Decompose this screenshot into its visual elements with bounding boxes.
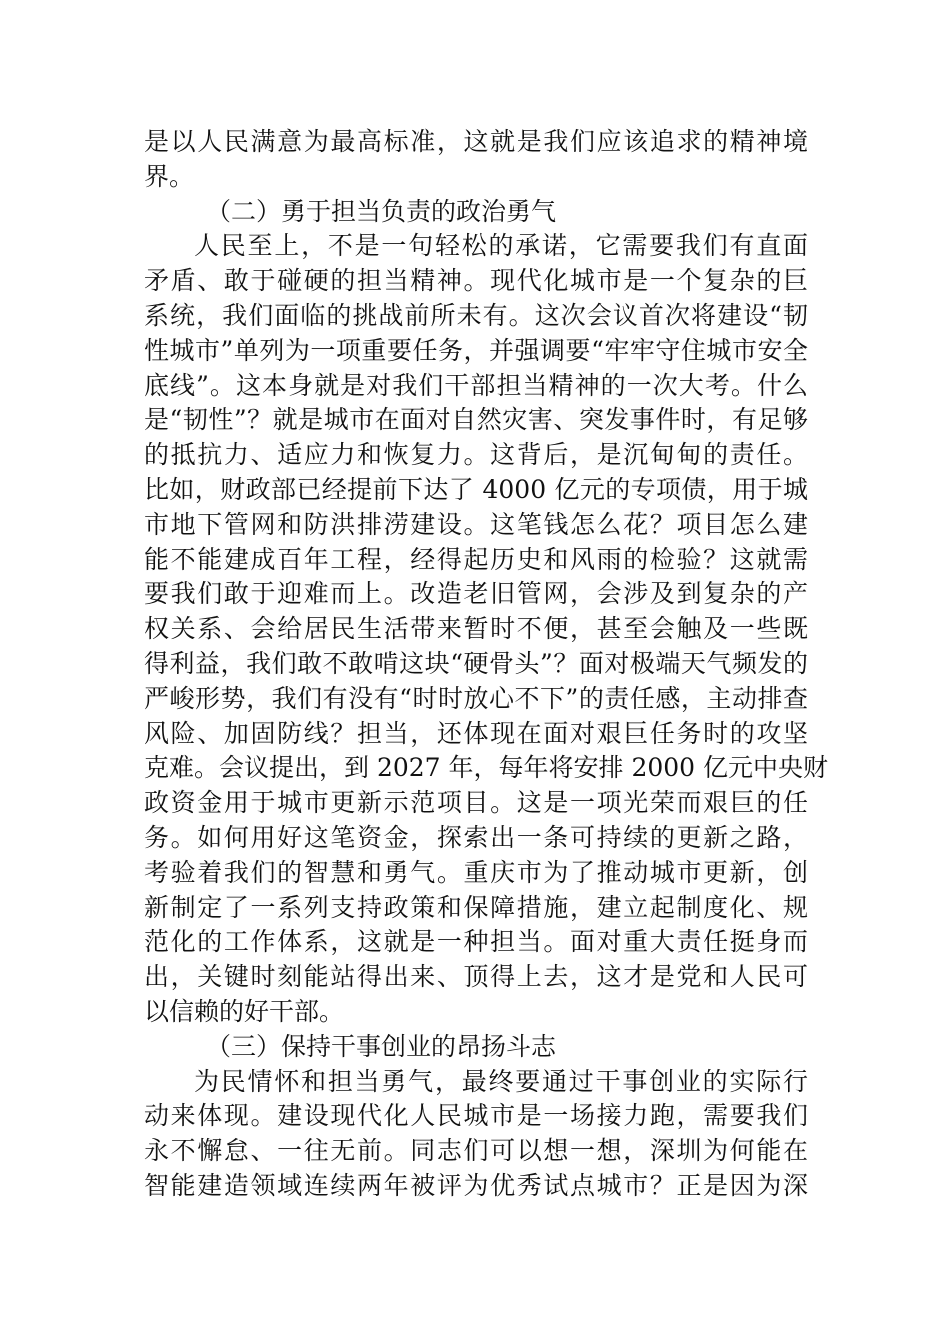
- paragraph-line: 要我们敢于迎难而上。改造老旧管网，会涉及到复杂的产: [144, 579, 808, 609]
- paragraph-line: 矛盾、敢于碰硬的担当精神。现代化城市是一个复杂的巨: [144, 266, 808, 296]
- section-heading: （二）勇于担当负责的政治勇气: [206, 196, 557, 226]
- paragraph-line: 范化的工作体系，这就是一种担当。面对重大责任挺身而: [144, 927, 808, 957]
- paragraph-first-line: 人民至上，不是一句轻松的承诺，它需要我们有直面: [194, 231, 808, 261]
- paragraph-line: 比如，财政部已经提前下达了 4000 亿元的专项债，用于城: [144, 474, 808, 504]
- paragraph-line: 得利益，我们敢不敢啃这块“硬骨头”？面对极端天气频发的: [144, 648, 808, 678]
- paragraph-last-line: 界。: [144, 161, 195, 191]
- paragraph-line: 考验着我们的智慧和勇气。重庆市为了推动城市更新，创: [144, 857, 808, 887]
- paragraph-line: 权关系、会给居民生活带来暂时不便，甚至会触及一些既: [144, 614, 808, 644]
- paragraph-last-line: 以信赖的好干部。: [144, 996, 345, 1026]
- paragraph-first-line: 为民情怀和担当勇气，最终要通过干事创业的实际行: [194, 1066, 808, 1096]
- paragraph-line: 能不能建成百年工程，经得起历史和风雨的检验？这就需: [144, 544, 808, 574]
- paragraph-line: 克难。会议提出，到 2027 年，每年将安排 2000 亿元中央财: [144, 753, 829, 783]
- paragraph-line: 务。如何用好这笔资金，探索出一条可持续的更新之路，: [144, 822, 808, 852]
- document-body: [144, 125, 829, 1204]
- paragraph-line: 出，关键时刻能站得出来、顶得上去，这才是党和人民可: [144, 962, 808, 992]
- paragraph-line: 系统，我们面临的挑战前所未有。这次会议首次将建设“韧: [144, 300, 808, 330]
- paragraph-line: 底线”。这本身就是对我们干部担当精神的一次大考。什么: [144, 370, 808, 400]
- paragraph-line: 严峻形势，我们有没有“时时放心不下”的责任感，主动排查: [144, 683, 808, 713]
- paragraph-line: 智能建造领域连续两年被评为优秀试点城市？正是因为深: [144, 1170, 808, 1200]
- paragraph-line: 是“韧性”？就是城市在面对自然灾害、突发事件时，有足够: [144, 405, 808, 435]
- paragraph-line: 性城市”单列为一项重要任务，并强调要“牢牢守住城市安全: [144, 335, 808, 365]
- section-heading: （三）保持干事创业的昂扬斗志: [206, 1031, 557, 1061]
- paragraph-line: 动来体现。建设现代化人民城市是一场接力跑，需要我们: [144, 1101, 808, 1131]
- paragraph-line: 市地下管网和防洪排涝建设。这笔钱怎么花？项目怎么建: [144, 509, 808, 539]
- paragraph-line: 的抵抗力、适应力和恢复力。这背后，是沉甸甸的责任。: [144, 440, 808, 470]
- paragraph-line: 永不懈怠、一往无前。同志们可以想一想，深圳为何能在: [144, 1136, 808, 1166]
- paragraph-line: 是以人民满意为最高标准，这就是我们应该追求的精神境: [144, 127, 808, 156]
- paragraph-line: 政资金用于城市更新示范项目。这是一项光荣而艰巨的任: [144, 788, 808, 818]
- paragraph-line: 风险、加固防线？担当，还体现在面对艰巨任务时的攻坚: [144, 718, 808, 748]
- paragraph-line: 新制定了一系列支持政策和保障措施，建立起制度化、规: [144, 892, 808, 922]
